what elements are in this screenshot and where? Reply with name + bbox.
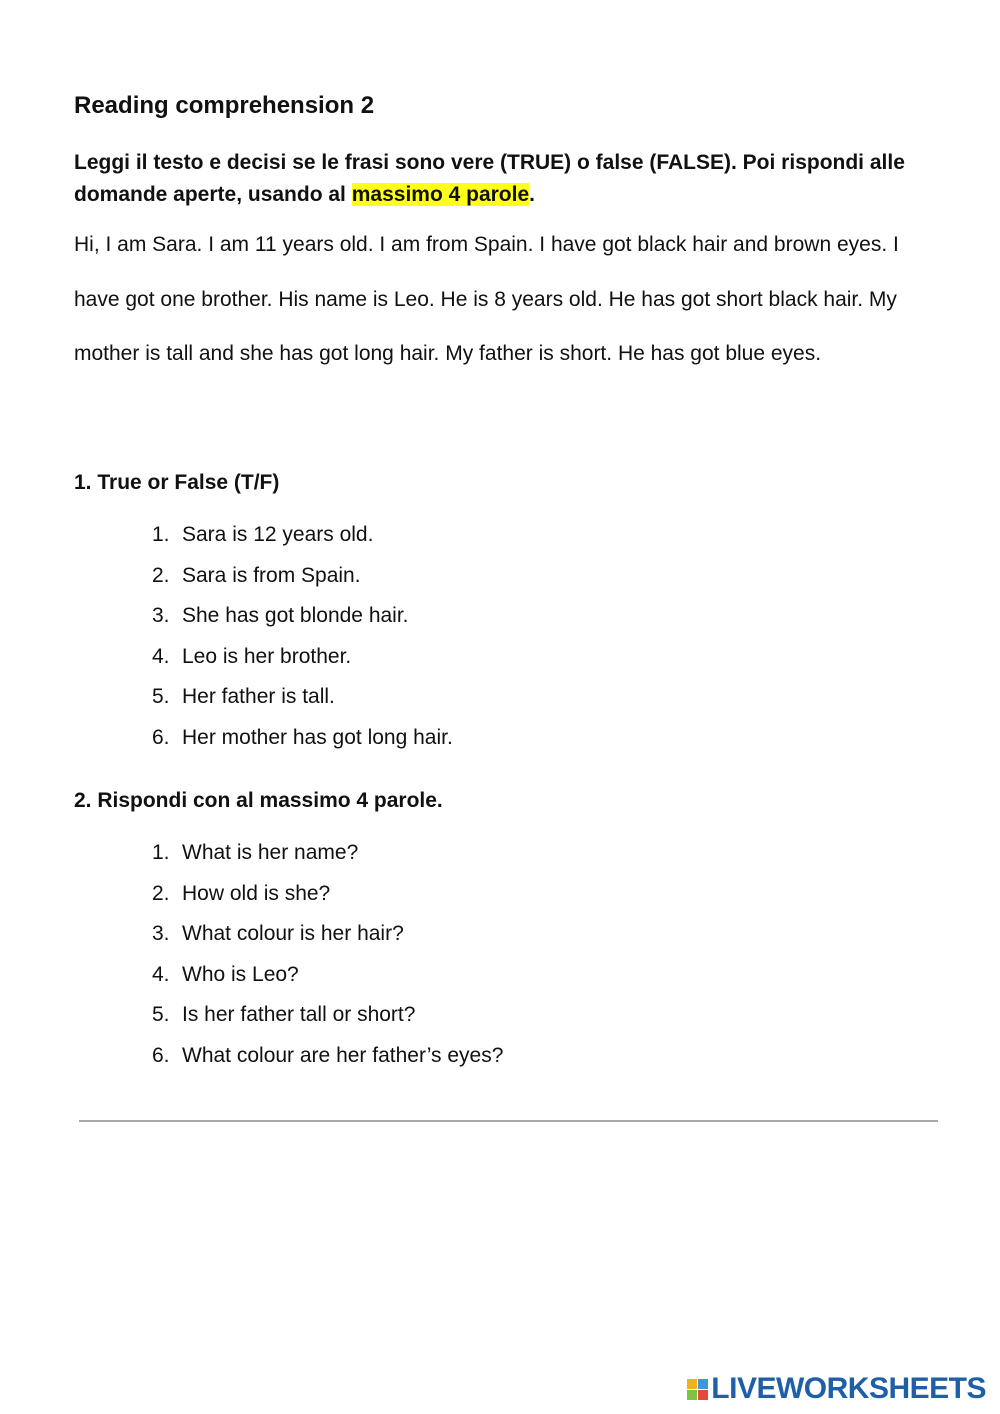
- item-text: Who is Leo?: [182, 962, 299, 986]
- item-text: Her father is tall.: [182, 685, 335, 708]
- item-text: Leo is her brother.: [182, 644, 352, 668]
- list-item: [152, 1036, 503, 1077]
- item-number: 1.: [152, 841, 170, 864]
- item-text: What is her name?: [182, 841, 359, 864]
- item-text: What colour is her hair?: [182, 922, 404, 945]
- instructions-end: .: [529, 183, 535, 206]
- logo-square: [698, 1379, 708, 1389]
- item-number: 5.: [152, 1003, 170, 1026]
- item-number: 1.: [152, 523, 170, 546]
- list-item: [152, 995, 503, 1036]
- item-text: She has got blonde hair.: [182, 604, 409, 627]
- item-number: 4.: [152, 962, 170, 986]
- list-item: [152, 515, 453, 556]
- brand-name: LIVEWORKSHEETS: [711, 1372, 986, 1405]
- section-true-false-heading: 1. True or False (T/F): [74, 471, 280, 494]
- item-number: 6.: [152, 725, 170, 749]
- list-item: [152, 556, 453, 597]
- item-text: Sara is 12 years old.: [182, 523, 374, 546]
- page-title: Reading comprehension 2: [74, 92, 375, 119]
- open-questions-list: [152, 833, 503, 1076]
- liveworksheets-brand: [687, 1372, 986, 1406]
- item-text: What colour are her father’s eyes?: [182, 1043, 504, 1067]
- item-text: Is her father tall or short?: [182, 1003, 416, 1026]
- reading-passage: Hi, I am Sara. I am 11 years old. I am from Spain. I have got black hair and brown eyes. I have got one brother. His name is Leo. He is 8 years old. He has got short black hair. My mother is tall and she has got long hair. My father is short. He has got blue eyes.: [74, 233, 899, 365]
- logo-square: [698, 1390, 708, 1400]
- section-open-questions-heading: 2. Rispondi con al massimo 4 parole.: [74, 789, 443, 812]
- item-number: 2.: [152, 563, 170, 587]
- list-item: [152, 637, 453, 678]
- list-item: [152, 718, 453, 759]
- item-number: 6.: [152, 1043, 170, 1067]
- list-item: [152, 955, 503, 996]
- logo-square: [687, 1390, 697, 1400]
- logo-square: [687, 1379, 697, 1389]
- item-number: 2.: [152, 881, 170, 905]
- list-item: [152, 914, 503, 955]
- item-number: 3.: [152, 604, 170, 627]
- item-text: Sara is from Spain.: [182, 563, 361, 587]
- true-false-list: [152, 515, 453, 758]
- item-number: 3.: [152, 922, 170, 945]
- item-number: 4.: [152, 644, 170, 668]
- item-text: Her mother has got long hair.: [182, 725, 453, 749]
- instructions: [74, 147, 934, 211]
- list-item: [152, 833, 503, 874]
- item-text: How old is she?: [182, 881, 331, 905]
- list-item: [152, 596, 453, 637]
- instructions-highlight: massimo 4 parole: [351, 183, 530, 206]
- liveworksheets-logo-icon: [687, 1379, 708, 1400]
- item-number: 5.: [152, 685, 170, 708]
- list-item: [152, 874, 503, 915]
- divider-line: [79, 1120, 938, 1122]
- list-item: [152, 677, 453, 718]
- instructions-text: Leggi il testo e decisi se le frasi sono vere (TRUE) o false (FALSE). Poi rispondi alle domande aperte, usando al: [74, 151, 905, 206]
